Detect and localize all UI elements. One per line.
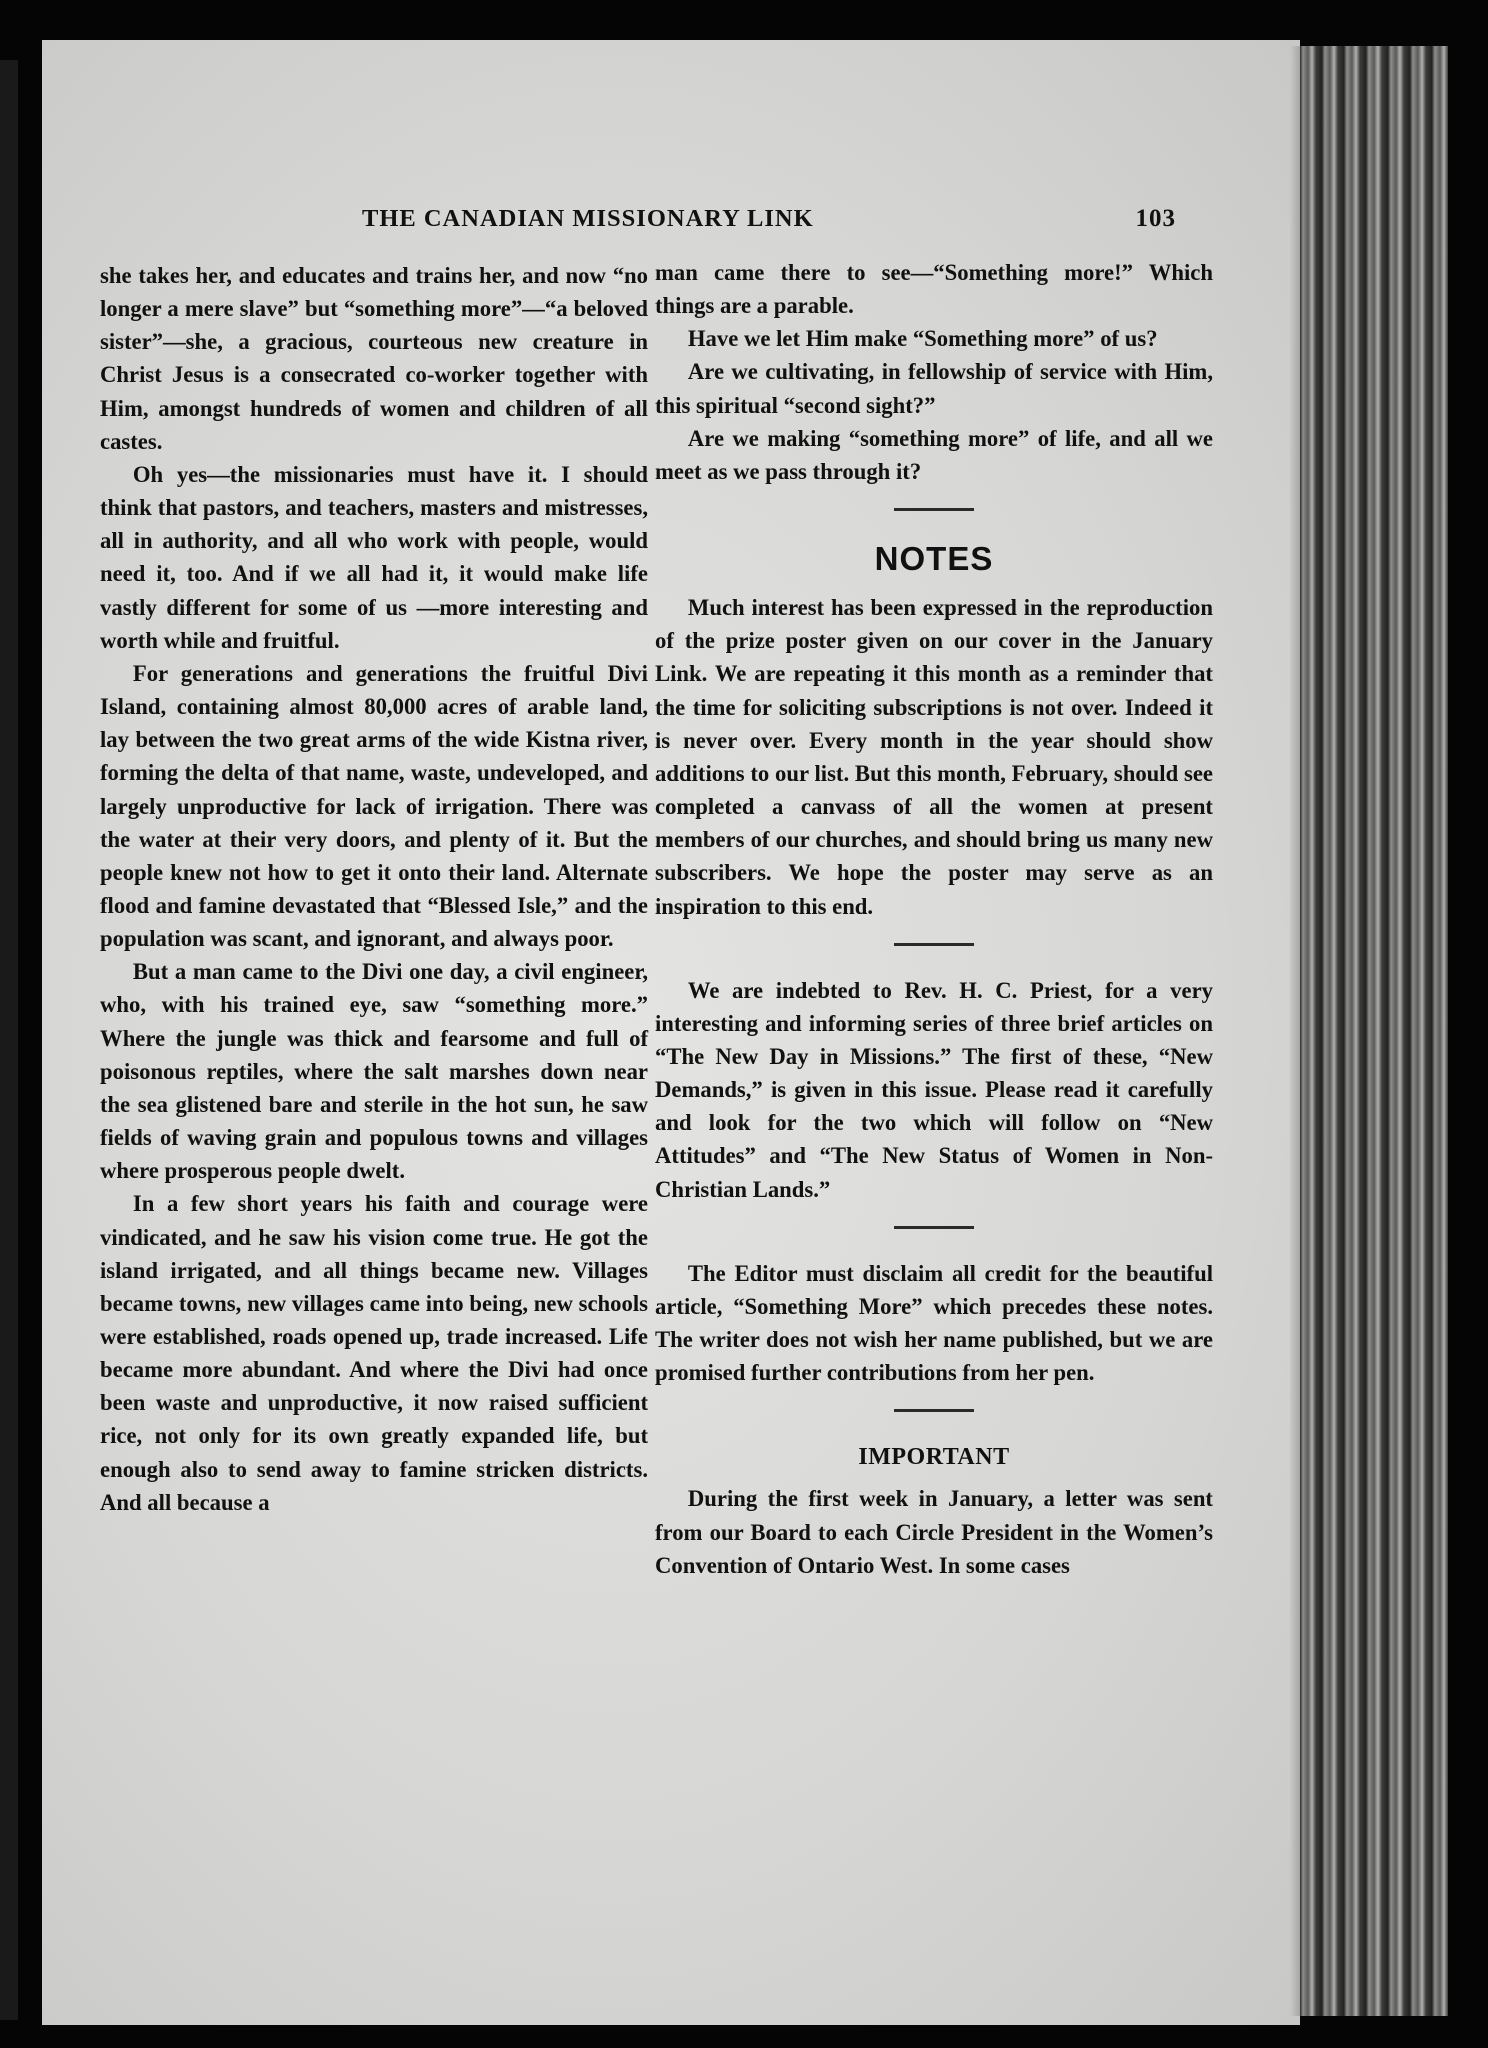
scan-left-edge [0, 60, 18, 2020]
paragraph: Are we making “something more” of life, and all we meet as we pass through it? [655, 425, 1213, 484]
divider-rule [894, 1409, 974, 1412]
note-paragraph: The Editor must disclaim all credit for the beautiful article, “Something More” which precedes these notes. The writer does not wish her name published, but we are promised further contributions from her pen. [655, 1260, 1213, 1386]
important-heading: IMPORTANT [858, 1444, 1010, 1471]
page-number: 103 [1135, 205, 1176, 232]
paragraph: Have we let Him make “Something more” of us? [687, 326, 1158, 352]
journal-title: THE CANADIAN MISSIONARY LINK [362, 205, 814, 232]
divider-rule [894, 508, 974, 511]
book-binding [1300, 46, 1448, 2016]
paragraph: But a man came to the Divi one day, a civil engineer, who, with his trained eye, saw “something more.” Where the jungle was thick and fearsome and full of poisonous reptiles, where the salt marshes down near the sea glistened bare and sterile in the hot sun, he saw fields of waving grain and populous towns and villages where prosperous people dwelt. [100, 959, 648, 1184]
right-column [655, 256, 1213, 1582]
paragraph: Are we cultivating, in fellowship of service with Him, this spiritual “second sight?” [655, 359, 1213, 418]
paragraph: she takes her, and educates and trains her, and now “no longer a mere slave” but “something more”—“a beloved sister”—she, a gracious, courteous new creature in Christ Jesus is a consecrated co-worker together with Him, amongst hundreds of women and children of all castes. [100, 263, 648, 454]
paragraph: In a few short years his faith and courage were vindicated, and he saw his vision come true. He got the island irrigated, and all things became new. Villages became towns, new villages came into being, new schools were established, roads opened up, trade increased. Life became more abundant. And where the Divi had once been waste and unproductive, it now raised sufficient rice, not only for its own greatly expanded life, but enough also to send away to famine stricken districts. And all because a [100, 1191, 648, 1515]
running-header [362, 205, 1192, 239]
note-paragraph: We are indebted to Rev. H. C. Priest, for a very interesting and informing series of three brief articles on “The New Day in Missions.” The first of these, “New Demands,” is given in this issue. Please read it carefully and look for the two which will follow on “New Attitudes” and “The New Status of Women in Non-Christian Lands.” [655, 977, 1213, 1202]
notes-heading: NOTES [874, 540, 994, 578]
paragraph: man came there to see—“Something more!” Which things are a parable. [655, 260, 1213, 319]
note-paragraph: Much interest has been expressed in the reproduction of the prize poster given on our cover in the January Link. We are repeating it this month as a reminder that the time for soliciting subscriptions is not over. Indeed it is never over. Every month in the year should show additions to our list. But this month, February, should see completed a canvass of all the women at present members of our churches, and should bring us many new subscribers. We hope the poster may serve as an inspiration to this end. [655, 595, 1213, 919]
paragraph: For generations and generations the fruitful Divi Island, containing almost 80,000 acres of arable land, lay between the two great arms of the wide Kistna river, forming the delta of that name, waste, undeveloped, and largely unproductive for lack of irrigation. There was the water at their very doors, and plenty of it. But the people knew not how to get it onto their land. Alternate flood and famine devastated that “Blessed Isle,” and the population was scant, and ignorant, and always poor. [100, 660, 648, 952]
left-column [100, 259, 648, 1519]
divider-rule [894, 943, 974, 946]
paragraph: Oh yes—the missionaries must have it. I should think that pastors, and teachers, masters and mistresses, all in authority, and all who work with people, would need it, too. And if we all had it, it would make life vastly different for some of us —more interesting and worth while and fruitful. [100, 461, 648, 653]
divider-rule [894, 1226, 974, 1229]
note-paragraph: During the first week in January, a letter was sent from our Board to each Circle President in the Women’s Convention of Ontario West. In some cases [655, 1486, 1213, 1578]
